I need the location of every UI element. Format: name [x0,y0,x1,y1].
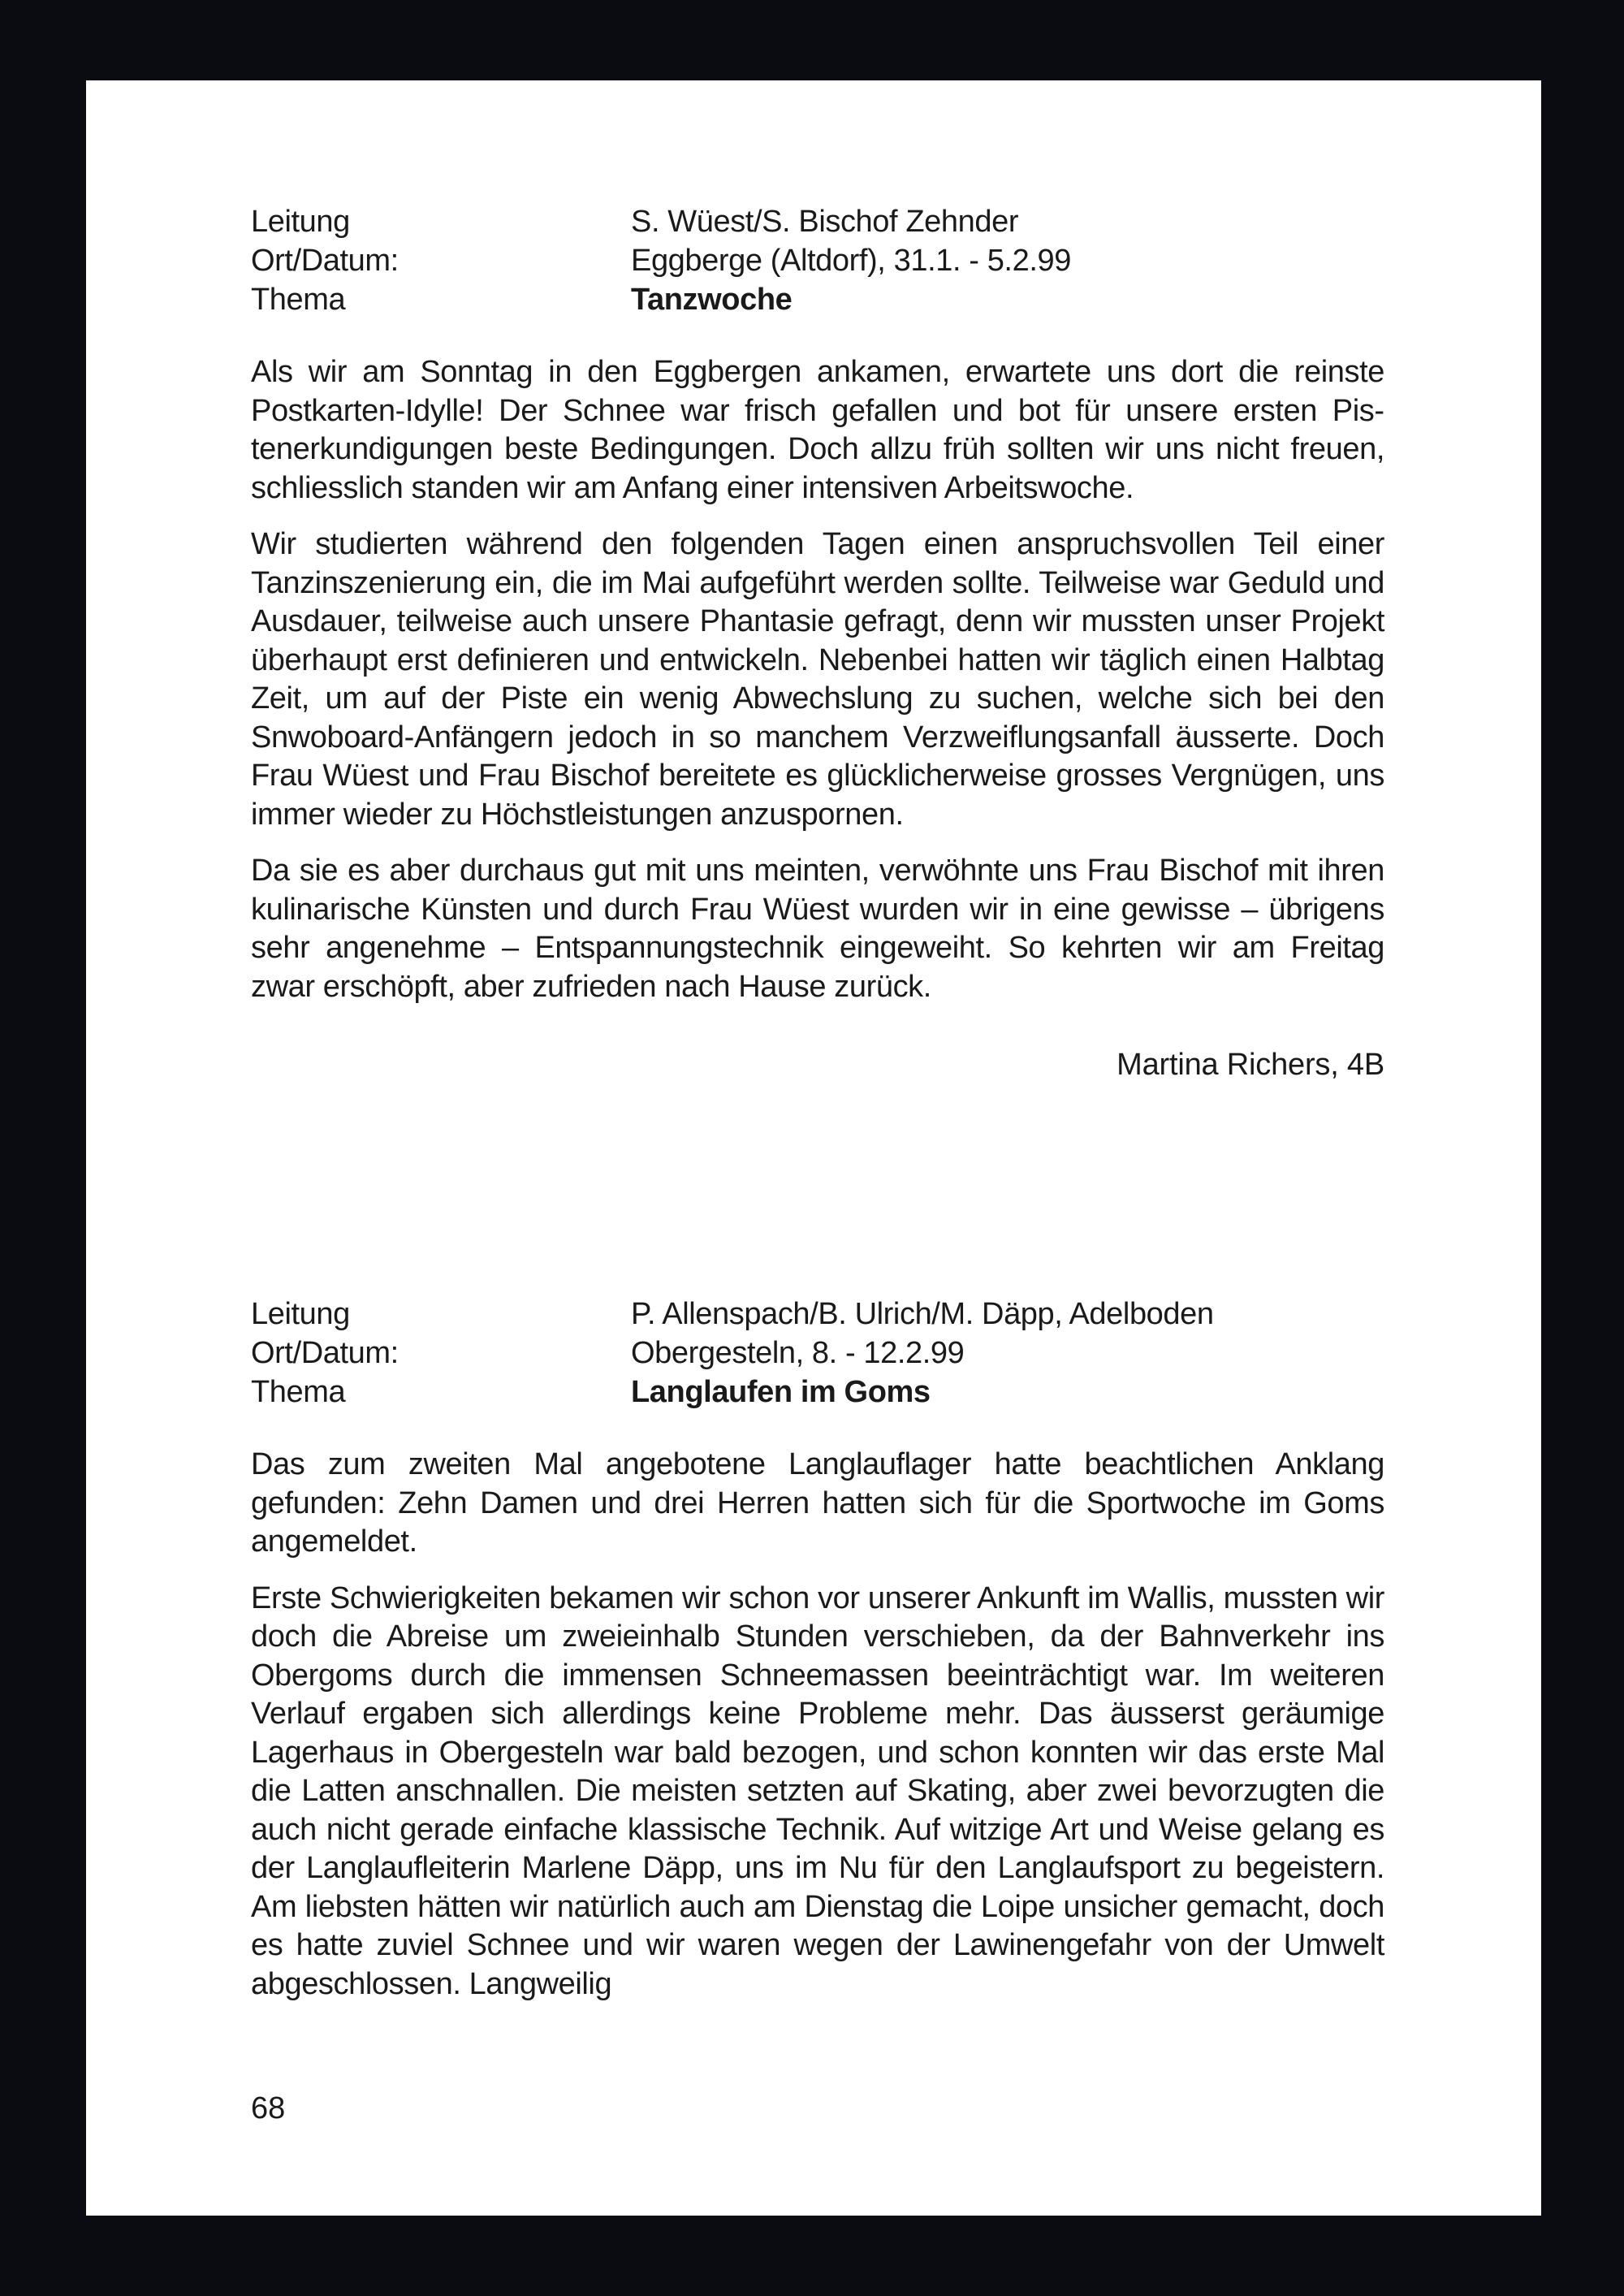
report-body [251,1446,1384,2004]
paragraph: Das zum zweiten Mal angebotene Langlauflager hatte beachtlichen Anklang gefunden: Zehn Damen und drei Herren hatten sich für die Sportwoche im Goms angemeldet. [251,1447,1384,1559]
ort-datum-label: Ort/Datum: [251,1336,399,1370]
thema-label: Thema [251,283,346,317]
page-number: 68 [251,2091,286,2125]
paragraph: Als wir am Sonntag in den Eggbergen ankamen, erwartete uns dort die reinste Postkarten-Idylle! Der Schnee war frisch gefallen und bot für unsere ersten Pistenerkundigungen beste Bedingungen. Doch allzu früh sollten wir uns nicht freuen, schliesslich standen wir am Anfang einer intensiven Arbeitswoche. [251,355,1384,505]
leitung-label: Leitung [251,1297,350,1331]
thema-value: Langlaufen im Goms [631,1375,931,1409]
ort-datum-value: Obergesteln, 8. - 12.2.99 [631,1336,965,1370]
report-meta [251,202,1384,319]
paragraph: Erste Schwierigkeiten bekamen wir schon vor unserer Ankunft im Wallis, mussten wir doch die Abreise um zweieinhalb Stunden verschieben, da der Bahnverkehr ins Obergoms durch die immensen Schneemassen beeinträchtigt war. Im weiteren Verlauf ergaben sich allerdings keine Probleme mehr. Das äusserst geräumige Lagerhaus in Obergesteln war bald bezogen, und schon konnten wir das erste Mal die Latten anschnallen. Die meisten setzten auf Skating, aber zwei bevorzugten die auch nicht gerade einfache klassische Technik. Auf witzige Art und Weise gelang es der Langlaufleiterin Marlene Däpp, uns im Nu für den Langlaufsport zu begeistern. Am liebsten hätten wir natürlich auch am Dienstag die Loipe unsicher gemacht, doch es hatte zuviel Schnee und wir waren wegen der Lawinengefahr von der Umwelt abgeschlossen. Langweilig [251,1580,1384,2001]
thema-label: Thema [251,1375,346,1409]
document-page [86,80,1541,2216]
ort-datum-label: Ort/Datum: [251,244,399,278]
author-signature: Martina Richers, 4B [1116,1048,1384,1082]
report-section-langlaufen [251,1295,1384,2004]
leitung-label: Leitung [251,205,350,239]
ort-datum-value: Eggberge (Altdorf), 31.1. - 5.2.99 [631,244,1071,278]
paragraph: Wir studierten während den folgenden Tagen einen anspruchsvollen Teil einer Tanzinszenierung ein, die im Mai aufgeführt werden sollte. Teilweise war Geduld und Ausdauer, teilweise auch unsere Phantasie gefragt, denn wir mussten unser Projekt überhaupt erst definieren und entwickeln. Nebenbei hatten wir täglich einen Halbtag Zeit, um auf der Piste ein wenig Abwechslung zu suchen, welche sich bei den Snwoboard-Anfängern jedoch in so manchem Verzweiflungsanfall äusserte. Doch Frau Wüest und Frau Bischof bereitete es glücklicherweise grosses Vergnügen, uns immer wieder zu Höchstleistungen anzuspornen. [251,527,1384,832]
thema-value: Tanzwoche [631,283,793,317]
report-meta [251,1295,1384,1412]
leitung-value: P. Allenspach/B. Ulrich/M. Däpp, Adelboden [631,1297,1214,1331]
paragraph: Da sie es aber durchaus gut mit uns meinten, verwöhnte uns Frau Bischof mit ihren kulinarische Künsten und durch Frau Wüest wurden wir in eine gewisse – übrigens sehr angenehme – Entspannungstechnik eingeweiht. So kehrten wir am Freitag zwar erschöpft, aber zufrieden nach Hause zurück. [251,854,1384,1004]
leitung-value: S. Wüest/S. Bischof Zehnder [631,205,1019,239]
report-body [251,353,1384,1006]
report-section-tanzwoche [251,202,1384,1084]
